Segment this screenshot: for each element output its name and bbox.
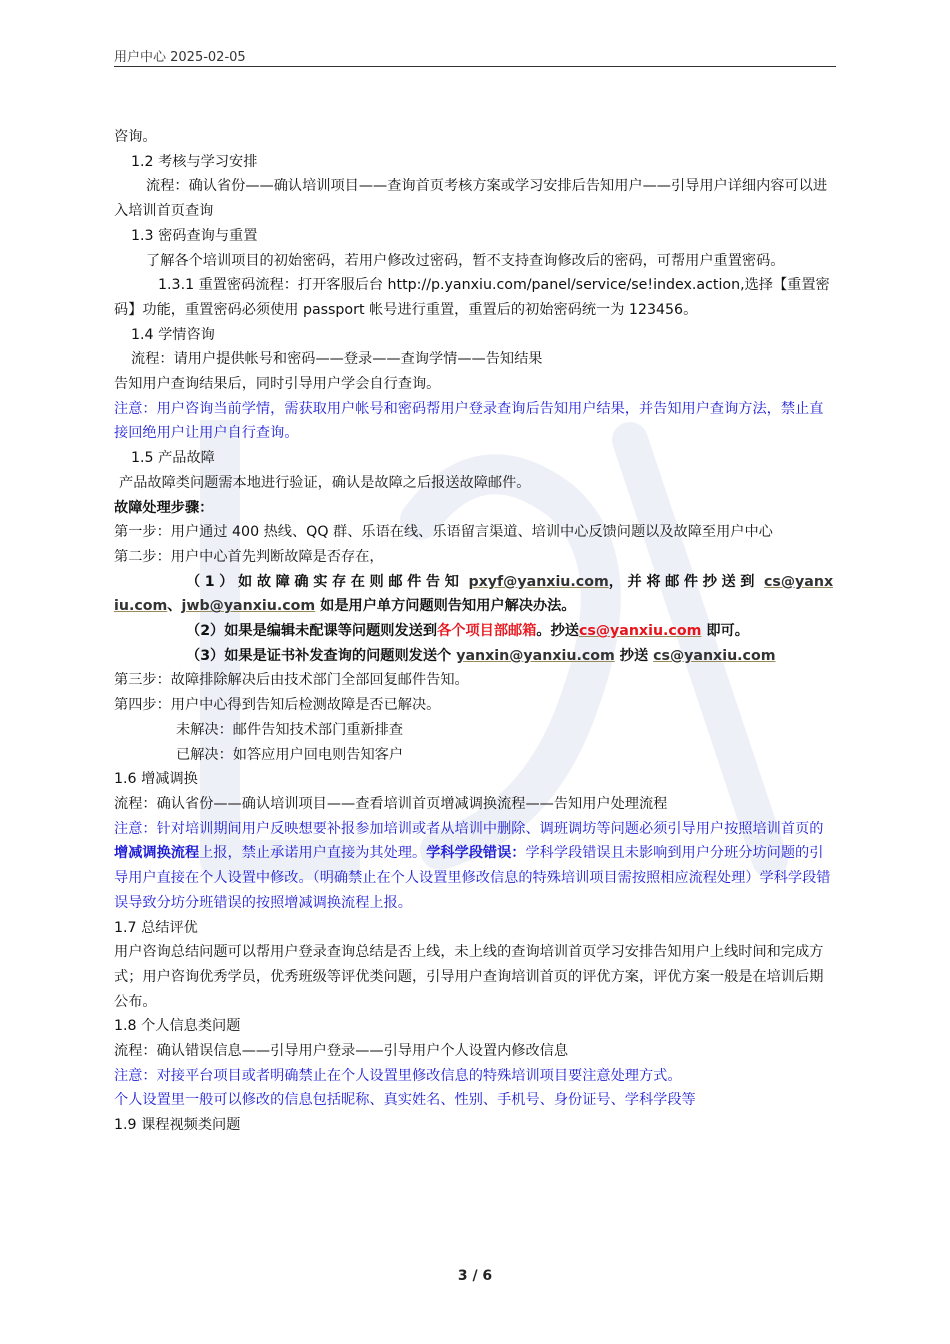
note-paragraph: 注意：用户咨询当前学情，需获取用户帐号和密码帮用户登录查询后告知用户结果，并告知用户查询方法，禁止直接回绝用户让用户自行查询。	[114, 400, 824, 442]
section-heading: 1.7 总结评优	[114, 919, 198, 936]
section-heading: 1.5 产品故障	[131, 450, 215, 467]
section-heading: 1.4 学情咨询	[131, 326, 215, 343]
header-divider	[114, 66, 836, 67]
fault-case-3-text: 抄送	[619, 647, 649, 664]
note-text: 学科学段错误且未影响到用户分班分坊问题的引导用户直接在个人设置中修改。（明确禁止在个人设置里修改信息的特殊培训项目需按照相应流程处理）学科学段错误导致分坊分班错误的按照增减调换流程上报。	[114, 845, 831, 911]
email-link[interactable]: jwb@yanxiu.com	[181, 598, 316, 615]
highlight-text: 各个项目部邮箱	[437, 623, 537, 640]
paragraph: 流程：确认省份——确认培训项目——查看培训首页增减调换流程——告知用户处理流程	[114, 795, 668, 812]
note-bold: 增减调换流程	[114, 845, 200, 862]
paragraph: 未解决：邮件告知技术部门重新排查	[176, 721, 404, 738]
paragraph: 第四步：用户中心得到告知后检测故障是否已解决。	[114, 697, 441, 714]
email-link[interactable]: cs@yanxiu.com	[578, 623, 702, 640]
paragraph: 咨询。	[114, 129, 157, 145]
paragraph: 第一步：用户通过 400 热线、QQ 群、乐语在线、乐语留言渠道、培训中心反馈问题以及故障至用户中心	[114, 524, 773, 541]
email-link[interactable]: cs@yanxiu.com	[653, 647, 776, 664]
fault-case-2-text: 。抄送	[536, 623, 579, 640]
page-number: 3 / 6	[457, 1268, 493, 1284]
note-text: 注意：针对培训期间用户反映想要补报参加培训或者从培训中删除、调班调坊等问题必须引导用户按照培训首页的	[114, 820, 824, 837]
steps-heading: 故障处理步骤：	[114, 499, 214, 516]
paragraph: 第二步：用户中心首先判断故障是否存在，	[114, 548, 384, 565]
fault-case-3	[114, 644, 836, 669]
paragraph	[114, 174, 836, 223]
note-bold: 学科学段错误：	[426, 845, 526, 862]
paragraph	[114, 273, 836, 322]
paragraph: 流程：确认错误信息——引导用户登录——引导用户个人设置内修改信息	[114, 1043, 569, 1060]
paragraph-text: 了解各个培训项目的初始密码，若用户修改过密码，暂不支持查询修改后的密码，可帮用户重置密码。	[146, 252, 785, 269]
paragraph	[114, 471, 836, 496]
note-paragraph	[114, 817, 836, 916]
paragraph: 第三步：故障排除解决后由技术部门全部回复邮件告知。	[114, 672, 469, 689]
document-body	[114, 125, 836, 1138]
fault-case-2-text: 即可。	[706, 623, 749, 640]
section-heading: 1.6 增减调换	[114, 771, 198, 788]
paragraph: 已解决：如答应用户回电则告知客户	[176, 746, 404, 763]
section-heading: 1.3 密码查询与重置	[131, 227, 258, 244]
separator-text: 、	[167, 598, 182, 615]
paragraph	[114, 249, 836, 274]
paragraph-text: 产品故障类问题需本地进行验证，确认是故障之后报送故障邮件。	[119, 474, 531, 491]
fault-case-3-text: （3）如果是证书补发查询的问题则发送个	[186, 647, 452, 664]
paragraph: 用户咨询总结问题可以帮用户登录查询总结是否上线，未上线的查询培训首页学习安排告知用户上线时间和完成方式；用户咨询优秀学员，优秀班级等评优类问题，引导用户查询培训首页的评优方案，评优方案一般是在培训后期公布。	[114, 944, 824, 1010]
note-text: 上报，禁止承诺用户直接为其处理。	[199, 845, 427, 862]
fault-case-2-text: （2）如果是编辑未配课等问题则发送到	[186, 623, 438, 640]
section-heading: 1.9 课程视频类问题	[114, 1117, 241, 1134]
email-link[interactable]: yanxin@yanxiu.com	[456, 647, 615, 664]
fault-case-1-text: 如是用户单方问题则告知用户解决办法。	[320, 598, 576, 615]
note-paragraph: 注意：对接平台项目或者明确禁止在个人设置里修改信息的特殊培训项目要注意处理方式。	[114, 1067, 682, 1084]
paragraph-text: 流程：确认省份——确认培训项目——查询首页考核方案或学习安排后告知用户——引导用户详细内容可以进入培训首页查询	[114, 178, 828, 220]
fault-case-1-text: ，并将邮件抄送到	[608, 573, 760, 590]
section-heading: 1.8 个人信息类问题	[114, 1018, 241, 1035]
fault-case-1	[114, 570, 836, 619]
email-link[interactable]: pxyf@yanxiu.com	[468, 573, 609, 590]
paragraph-text: 1.3.1 重置密码流程：打开客服后台 http://p.yanxiu.com/panel/service/se!index.action,选择【重置密码】功能，重置密码必须使用 passport 帐号进行重置，重置后的初始密码统一为 123456。	[114, 277, 830, 318]
note-paragraph: 个人设置里一般可以修改的信息包括昵称、真实姓名、性别、手机号、身份证号、学科学段等	[114, 1092, 696, 1109]
fault-case-2	[114, 619, 836, 644]
page-header: 用户中心 2025-02-05	[114, 50, 246, 65]
paragraph: 流程：请用户提供帐号和密码——登录——查询学情——告知结果	[131, 351, 543, 368]
fault-case-1-text: （1）如故障确实存在则邮件告知	[186, 573, 464, 590]
section-heading: 1.2 考核与学习安排	[131, 153, 258, 170]
email-link[interactable]: cs@yanxiu.com	[114, 573, 834, 615]
paragraph: 告知用户查询结果后，同时引导用户学会自行查询。	[114, 376, 441, 393]
